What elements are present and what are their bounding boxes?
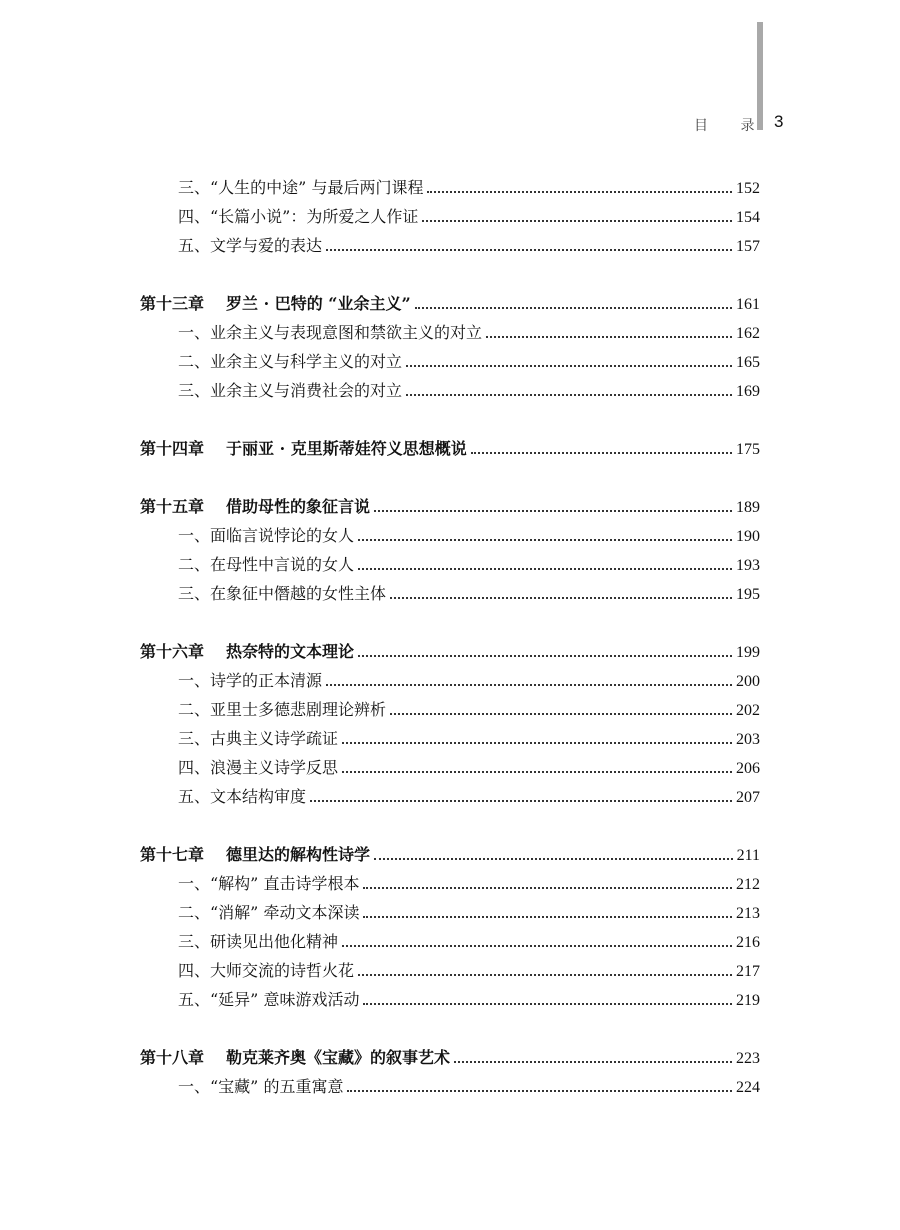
toc-entry[interactable] [178, 524, 760, 548]
toc-entry-title: 一、“宝藏” 的五重寓意 [178, 1077, 344, 1096]
toc-entry-page: 157 [736, 238, 760, 255]
toc-entry-page: 219 [736, 992, 760, 1009]
running-header-title: 目 录 [694, 118, 769, 134]
chapter-number: 第十八章 [140, 1048, 205, 1067]
dot-leader [422, 220, 732, 222]
toc-entry-page: 195 [736, 586, 760, 603]
dot-leader [374, 858, 733, 860]
toc-chapter-16[interactable] [140, 640, 760, 664]
toc-entry-title: 五、文学与爱的表达 [178, 236, 323, 255]
toc-entry[interactable] [178, 872, 760, 896]
toc-entry[interactable] [178, 582, 760, 606]
toc-entry-page: 152 [736, 180, 760, 197]
toc-entry[interactable] [178, 669, 760, 693]
dot-leader [326, 684, 732, 686]
toc-chapter-14[interactable] [140, 437, 760, 461]
dot-leader [310, 800, 732, 802]
dot-leader [406, 394, 732, 396]
toc-entry-page: 203 [736, 731, 760, 748]
toc-entry-title: 四、浪漫主义诗学反思 [178, 758, 339, 777]
toc-entry-title: 三、研读见出他化精神 [178, 932, 339, 951]
toc-entry[interactable] [178, 785, 760, 809]
toc-entry-title: 二、“消解” 牵动文本深读 [178, 903, 360, 922]
dot-leader [363, 887, 732, 889]
toc-entry-page: 154 [736, 209, 760, 226]
toc-entry-title: 三、在象征中僭越的女性主体 [178, 584, 387, 603]
chapter-number: 第十七章 [140, 845, 205, 864]
dot-leader [326, 249, 732, 251]
toc-entry-page: 200 [736, 673, 760, 690]
dot-leader [374, 510, 732, 512]
dot-leader [415, 307, 732, 309]
toc-entry[interactable] [178, 988, 760, 1012]
toc-entry-page: 169 [736, 383, 760, 400]
toc-entry[interactable] [178, 698, 760, 722]
toc-entry-page: 161 [736, 296, 760, 313]
dot-leader [454, 1061, 732, 1063]
toc-entry-title: 四、“长篇小说”：为所爱之人作证 [178, 207, 419, 226]
toc-entry-page: 199 [736, 644, 760, 661]
toc-entry-title: 三、业余主义与消费社会的对立 [178, 381, 403, 400]
dot-leader [390, 597, 732, 599]
toc-entry-page: 193 [736, 557, 760, 574]
toc-entry[interactable] [178, 176, 760, 200]
dot-leader [358, 655, 732, 657]
toc-chapter-15[interactable] [140, 495, 760, 519]
toc-entry-title: 一、“解构” 直击诗学根本 [178, 874, 360, 893]
toc-entry[interactable] [178, 205, 760, 229]
toc-entry-page: 216 [736, 934, 760, 951]
dot-leader [347, 1090, 732, 1092]
toc-entry[interactable] [178, 234, 760, 258]
toc-entry-title: 二、在母性中言说的女人 [178, 555, 355, 574]
toc-entry-page: 162 [736, 325, 760, 342]
toc-entry-title: 三、古典主义诗学疏证 [178, 729, 339, 748]
dot-leader [363, 916, 732, 918]
toc-entry-page: 213 [736, 905, 760, 922]
chapter-title: 德里达的解构性诗学 [226, 845, 371, 864]
toc-entry-page: 217 [736, 963, 760, 980]
toc-entry-page: 202 [736, 702, 760, 719]
chapter-title: 罗兰 · 巴特的 “业余主义” [226, 294, 411, 313]
dot-leader [363, 1003, 732, 1005]
dot-leader [486, 336, 732, 338]
toc-entry-title: 一、诗学的正本清源 [178, 671, 323, 690]
chapter-title: 借助母性的象征言说 [226, 497, 371, 516]
chapter-title: 勒克莱齐奥《宝藏》的叙事艺术 [226, 1048, 451, 1067]
toc-entry-page: 189 [736, 499, 760, 516]
chapter-number: 第十四章 [140, 439, 205, 458]
page-number: 3 [774, 112, 784, 131]
toc-entry-page: 206 [736, 760, 760, 777]
chapter-title: 于丽亚 · 克里斯蒂娃符义思想概说 [226, 439, 467, 458]
dot-leader [358, 539, 732, 541]
toc-entry-page: 212 [736, 876, 760, 893]
toc-entry[interactable] [178, 1075, 760, 1099]
toc-entry-title: 四、大师交流的诗哲火花 [178, 961, 355, 980]
toc-chapter-17[interactable] [140, 843, 760, 867]
chapter-number: 第十三章 [140, 294, 205, 313]
toc-entry-page: 224 [736, 1079, 760, 1096]
dot-leader [471, 452, 732, 454]
toc-entry-title: 一、业余主义与表现意图和禁欲主义的对立 [178, 323, 483, 342]
dot-leader [342, 945, 732, 947]
toc-entry[interactable] [178, 321, 760, 345]
dot-leader [406, 365, 732, 367]
toc-entry-page: 211 [736, 847, 760, 864]
dot-leader [390, 713, 732, 715]
dot-leader [358, 974, 732, 976]
toc-entry[interactable] [178, 350, 760, 374]
toc-entry-title: 三、“人生的中途” 与最后两门课程 [178, 178, 424, 197]
toc-entry-title: 五、“延异” 意味游戏活动 [178, 990, 360, 1009]
toc-entry[interactable] [178, 959, 760, 983]
toc-entry[interactable] [178, 930, 760, 954]
toc-entry-page: 207 [736, 789, 760, 806]
toc-entry-page: 175 [736, 441, 760, 458]
toc-entry-page: 190 [736, 528, 760, 545]
toc-chapter-13[interactable] [140, 292, 760, 316]
toc-entry-page: 223 [736, 1050, 760, 1067]
toc-entry[interactable] [178, 756, 760, 780]
header-decor-bar [757, 22, 763, 130]
dot-leader [342, 771, 732, 773]
toc-entry-title: 二、业余主义与科学主义的对立 [178, 352, 403, 371]
chapter-number: 第十六章 [140, 642, 205, 661]
toc-entry-title: 二、亚里士多德悲剧理论辨析 [178, 700, 387, 719]
toc-entry-page: 165 [736, 354, 760, 371]
toc-entry[interactable] [178, 727, 760, 751]
toc-chapter-18[interactable] [140, 1046, 760, 1070]
dot-leader [427, 191, 732, 193]
toc-entry[interactable] [178, 553, 760, 577]
dot-leader [342, 742, 732, 744]
toc-entry[interactable] [178, 901, 760, 925]
toc-entry-title: 一、面临言说悖论的女人 [178, 526, 355, 545]
toc-entry-title: 五、文本结构审度 [178, 787, 307, 806]
toc-entry[interactable] [178, 379, 760, 403]
dot-leader [358, 568, 732, 570]
chapter-title: 热奈特的文本理论 [226, 642, 355, 661]
chapter-number: 第十五章 [140, 497, 205, 516]
